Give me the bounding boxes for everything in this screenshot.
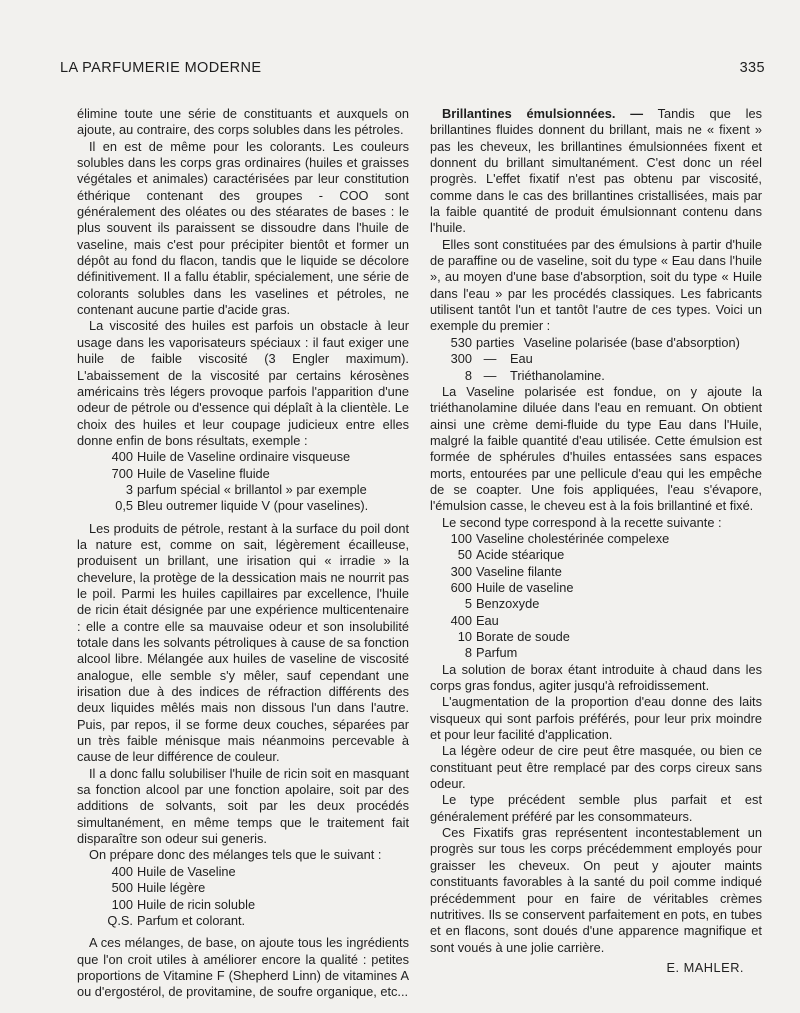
recipe-text: parfum spécial « brillantol » par exemple [137,481,367,497]
recipe-text: Borate de soude [476,629,570,644]
recipe-list [430,335,762,384]
paragraph: Il en est de même pour les colorants. Les couleurs solubles dans les corps gras ordinaires (huiles et graisses végétales et animales) caractérisées par leur constitution éthérique contenant des groupes - COO sont généralement des oléates ou des stéarates de bases : le plus souvent ils paraissent se dissoudre dans l'huile de vaseline, mais c'est pour précipiter bientôt et former un dépôt au fond du flacon, tandis que le liquide se décolore définitivement. Il a fallu établir, spécialement, une série de colorants solubles dans les vaselines et pétroles, ne contenant aucune partie d'acide gras. [77,138,409,318]
recipe-qty: 5 [464,596,472,612]
recipe-text: Huile de Vaseline [137,863,236,879]
paragraph: L'augmentation de la proportion d'eau donne des laits visqueux qui sont parfois préférés, pour leur prix moindre et pour leur facilité d'application. [430,694,762,743]
recipe-qty: 400 [111,449,133,465]
recipe-text: Eau [476,612,499,628]
recipe-item [101,897,409,913]
recipe-text: Huile de Vaseline ordinaire visqueuse [137,449,351,465]
recipe-text: Huile de ricin soluble [137,896,256,912]
recipe-item [101,864,409,880]
author-signature: E. MAHLER. [666,959,744,975]
recipe-dash: — [483,367,497,383]
recipe-qty: 300 [450,563,472,579]
paragraph: Elles sont constituées par des émulsions à partir d'huile de paraffine ou de vaseline, soit du type « Eau dans l'huile », au moyen d'une base d'absorption, soit du type « Huile dans l'eau » par les procédés classiques. Les fabricants utilisent tantôt l'un et tantôt l'autre de ces types. Voici un exemple du premier : [430,236,762,334]
recipe-text: Parfum et colorant. [137,912,246,928]
recipe-qty: 8 [464,645,472,661]
paragraph: Le second type correspond à la recette suivante : [442,514,722,530]
recipe-qty: Q.S. [107,912,133,928]
paragraph: La Vaseline polarisée est fondue, on y ajoute la triéthanolamine diluée dans l'eau en remuant. On obtient ainsi une crème demi-fluide du type Eau dans l'Huile, malgré la faible quantité d'eau utilisée. Cette émulsion est formée de sphérules d'huiles entassées sans espaces morts, entourées par une pellicule d'eau qui les empêche de se coapter. Une fois appliquées, l'eau s'évapore, l'émulsion casse, le cheveu est à la fois brillantiné et fixé. [430,383,762,514]
recipe-qty: 10 [457,629,472,644]
paragraph: A ces mélanges, de base, on ajoute tous les ingrédients que l'on croit utiles à améliorer encore la qualité : petites proportions de Vitamine F (Shepherd Linn) de vitamines A ou d'ergostérol, de provitamine, de soufre organique, etc... [77,935,409,1000]
paragraph: élimine toute une série de constituants et auxquels on ajoute, au contraire, des corps solubles dans les pétroles. [77,106,409,138]
recipe-list [77,864,409,929]
recipe-qty: 600 [450,579,472,595]
recipe-text: Bleu outremer liquide V (pour vaselines). [137,498,369,514]
recipe-item [440,564,762,580]
paragraph: La légère odeur de cire peut être masquée, ou bien ce constituant peut être remplacé par des corps cireux sans odeur. [430,743,762,792]
left-column [77,106,409,1001]
paragraph [430,106,762,237]
recipe-qty: 700 [111,465,133,481]
recipe-qty: 50 [457,547,472,563]
recipe-qty: 530 [450,334,472,350]
recipe-text: Huile de Vaseline fluide [137,465,270,481]
paragraph: La viscosité des huiles est parfois un obstacle à leur usage dans les vaporisateurs spéciaux : il faut exiger une huile de faible viscosité (3 Engler maximum). L'abaissement de la viscosité par certains kérosènes américains très légers provoque parfois l'apparition d'une odeur de pétrole ou d'essence qui déplaît à la clientèle. Le choix des huiles et leur coupage judicieux entre elles donne enfin de bons résultats, exemple : [77,318,409,448]
paragraph: On prépare donc des mélanges tels que le suivant : [89,847,382,863]
recipe-item [440,547,762,563]
recipe-qty: 100 [111,896,133,912]
paragraph: Il a donc fallu solubiliser l'huile de ricin soit en masquant sa fonction alcool par une fonction apolaire, soit par des additions de solvants, soit par les deux procédés simultanément, en même temps que le traitement fait disparaître son odeur sui generis. [77,765,409,847]
recipe-text: Triéthanolamine. [510,367,605,383]
recipe-qty: 400 [450,612,472,628]
recipe-item [101,498,409,514]
journal-title: LA PARFUMERIE MODERNE [60,60,262,76]
recipe-item [440,645,762,661]
recipe-qty: 0,5 [115,498,133,514]
recipe-qty: 8 [464,367,472,383]
recipe-item [440,613,762,629]
paragraph: Les produits de pétrole, restant à la surface du poil dont la nature est, comme on sait, légèrement écailleuse, produisent un brillant, une irisation qui « irradie » la chevelure, la protège de la dessication mais ne nourrit pas le poil. Parmi les huiles capillaires par excellence, l'huile de ricin était désignée par une expérience multicentenaire : elle a contre elle sa mauvaise odeur et son insolubilité totale dans les solvants pétroliques à cause de sa fonction alcool libre. Mélangée aux huiles de vaseline de viscosité analogue, elle semble s'y mêler, sauf cependant une irisation due à des indices de réfraction différents des deux liquides mêlés mais non dissous l'un dans l'autre. Puis, par repos, il se forme deux couches, séparées par un très faible ménisque mais néanmoins percevable à cause de leur différence de couleur. [77,520,409,765]
recipe-item [101,449,409,465]
page-number: 335 [739,60,765,76]
recipe-text: Huile de vaseline [476,579,574,595]
recipe-item [440,368,762,384]
recipe-text: Eau [510,351,533,367]
recipe-item [440,335,762,351]
recipe-item [101,880,409,896]
recipe-text: Vaseline polarisée (base d'absorption) [523,334,740,350]
recipe-text: Vaseline filante [476,563,562,579]
recipe-item [440,531,762,547]
paragraph: La solution de borax étant introduite à chaud dans les corps gras fondus, agiter jusqu'à refroidissement. [430,661,762,694]
recipe-list [430,531,762,662]
running-head [60,60,765,76]
recipe-item [101,913,409,929]
recipe-text: Benzoxyde [476,596,540,612]
recipe-item [101,482,409,498]
right-column [430,106,762,976]
paragraph: Le type précédent semble plus parfait et est généralement préféré par les consommateurs. [430,792,762,824]
recipe-item [440,596,762,612]
recipe-item [101,466,409,482]
recipe-text: Vaseline cholestérinée compelexe [476,530,670,546]
recipe-unit: parties [476,334,515,350]
recipe-text: Acide stéarique [476,547,565,563]
recipe-text: Parfum [476,645,518,661]
recipe-qty: 500 [111,880,133,896]
recipe-qty: 100 [450,530,472,546]
recipe-item [440,629,762,645]
recipe-dash: — [483,351,497,367]
recipe-qty: 3 [125,481,133,497]
recipe-item [440,351,762,367]
recipe-qty: 400 [111,863,133,879]
recipe-item [440,580,762,596]
recipe-list [77,449,409,514]
paragraph: Ces Fixatifs gras représentent incontestablement un progrès sur tous les corps précédemment employés pour graisser les cheveux. On peut y ajouter maints constituants favorables à la santé du poil comme indiqué précédemment pour en faire de véritables crèmes nutritives. Ils se conservent parfaitement en pots, en tubes et en flacons, sont doués d'une apparence magnifique et sont voués à une jolie carrière. [430,825,762,955]
paragraph-text: Tandis que les brillantines fluides donnent du brillant, mais ne « fixent » pas les cheveux, les brillantines émulsionnées fixent et donnent du brillant simultanément. C'est donc un réel progrès. L'effet fixatif n'est pas obtenu par viscosité, comme dans le cas des brillantines cristallisées, mais par la faible quantité de produit émulsionnant contenu dans l'huile. [430,106,763,236]
recipe-text: Huile légère [137,880,206,896]
recipe-qty: 300 [450,351,472,367]
section-heading: Brillantines émulsionnées. — [442,106,644,121]
